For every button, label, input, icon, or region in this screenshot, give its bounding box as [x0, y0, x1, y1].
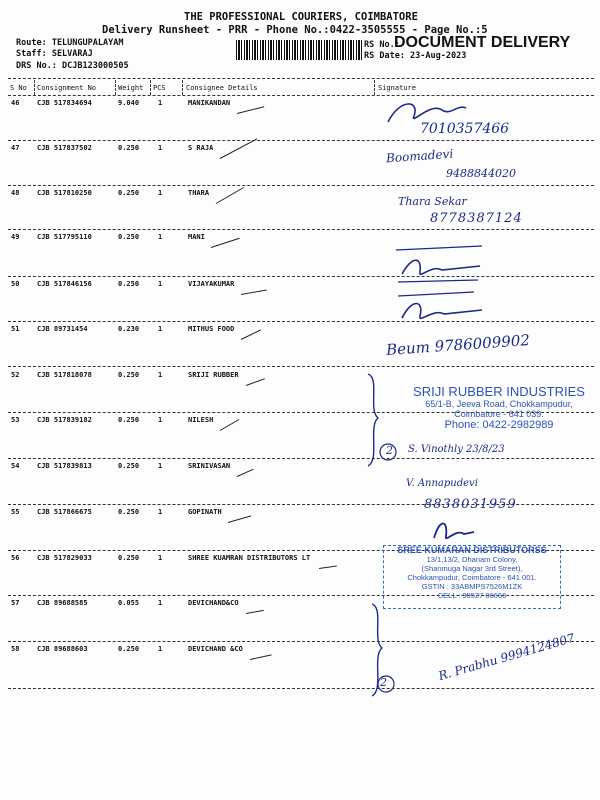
col-header-weight: Weight [118, 84, 144, 92]
row-weight: 0.250 [118, 416, 140, 424]
rs-date: RS Date: 23-Aug-2023 [364, 51, 467, 61]
col-divider [34, 80, 35, 95]
row-pcs: 1 [158, 645, 163, 653]
stamp-address: Coimbatore - 641 039. [454, 409, 544, 419]
company-name: THE PROFESSIONAL COURIERS, COIMBATORE [184, 11, 418, 23]
barcode [236, 40, 362, 60]
stamp-phone: Phone: 0422-2982989 [444, 419, 554, 431]
signature-scribble [392, 288, 492, 328]
row-consignee: S RAJA [188, 144, 214, 152]
col-divider [182, 80, 183, 95]
row-divider [8, 185, 594, 186]
col-header-consignment: Consignment No [37, 84, 97, 92]
checkmark-stroke [220, 419, 240, 431]
handwritten-signature: Beum 9786009902 [385, 330, 531, 360]
row-consignee: THARA [188, 189, 210, 197]
row-divider [8, 140, 594, 141]
row-pcs: 1 [158, 416, 163, 424]
row-sno: 46 [11, 99, 20, 107]
route-label: Route: TELUNGUPALAYAM [16, 38, 124, 48]
row-divider [8, 458, 594, 459]
signature-scribble [428, 516, 478, 546]
checkmark-stroke [246, 610, 264, 614]
stamp-company-name: SRIJI RUBBER INDUSTRIES [413, 384, 585, 399]
row-consignee: MITHUS FOOD [188, 325, 235, 333]
row-pcs: 1 [158, 462, 163, 470]
row-sno: 53 [11, 416, 20, 424]
row-weight: 0.250 [118, 371, 140, 379]
stamp-address: 13/1,13/2, Dhanam Colony, [426, 555, 518, 564]
row-divider [8, 641, 594, 642]
handwritten-signature: S. Vinothly 23/8/23 [408, 444, 505, 455]
checkmark-stroke [245, 378, 264, 386]
handwritten-name: Boomadevi [385, 146, 454, 166]
row-consignment-no: CJB 517810250 [37, 189, 92, 197]
company-stamp [404, 384, 594, 431]
handwritten-phone: 7010357466 [420, 121, 510, 137]
checkmark-stroke [241, 289, 267, 294]
row-divider [8, 321, 594, 322]
row-pcs: 1 [158, 554, 163, 562]
row-consignment-no: CJB 517846156 [37, 280, 92, 288]
row-sno: 54 [11, 462, 20, 470]
row-sno: 49 [11, 233, 20, 241]
row-pcs: 1 [158, 189, 163, 197]
row-weight: 0.250 [118, 508, 140, 516]
row-weight: 9.040 [118, 99, 140, 107]
signature-scribble [392, 236, 492, 288]
doc-type-label: DOCUMENT DELIVERY [394, 34, 571, 51]
row-sno: 50 [11, 280, 20, 288]
row-consignee: SRINIVASAN [188, 462, 231, 470]
checkmark-stroke [215, 187, 243, 204]
row-sno: 58 [11, 645, 20, 653]
handwritten-name: Thara Sekar [398, 195, 467, 208]
checkmark-stroke [211, 238, 240, 248]
row-consignment-no: CJB 517829033 [37, 554, 92, 562]
stamp-address: (Shanmuga Nagar 3rd Street), [421, 564, 523, 573]
row-pcs: 1 [158, 371, 163, 379]
row-divider [8, 229, 594, 230]
runsheet-title: Delivery Runsheet - PRR - Phone No.:0422-3505555 - Page No.:5 [102, 24, 488, 36]
row-divider [8, 366, 594, 367]
row-pcs: 1 [158, 280, 163, 288]
row-sno: 55 [11, 508, 20, 516]
header-rule-bottom [8, 95, 594, 96]
col-header-sno: S No [10, 84, 27, 92]
row-consignee: MANIKANDAN [188, 99, 231, 107]
header-rule-top [8, 78, 594, 79]
col-divider [115, 80, 116, 95]
row-consignment-no: CJB 517818078 [37, 371, 92, 379]
row-weight: 0.250 [118, 280, 140, 288]
row-sno: 51 [11, 325, 20, 333]
row-consignee: MANI [188, 233, 205, 241]
checkmark-stroke [319, 565, 337, 568]
row-weight: 0.230 [118, 325, 140, 333]
row-consignment-no: CJB 517866675 [37, 508, 92, 516]
handwritten-phone: 8838031959 [424, 497, 517, 512]
group-count: 2 [386, 444, 393, 457]
stamp-cell: CELL : 99527 06666 [437, 591, 507, 600]
row-pcs: 1 [158, 508, 163, 516]
row-pcs: 1 [158, 233, 163, 241]
stamp-address: 65/1-B, Jeeva Road, Chokkampudur, [425, 399, 573, 409]
row-consignment-no: CJB 89731454 [37, 325, 88, 333]
handwritten-signature: R. Prabhu 9994124807 [436, 630, 577, 684]
row-weight: 0.250 [118, 462, 140, 470]
stamp-gstin: GSTIN : 33ABMPS7526M1ZK [421, 582, 523, 591]
stamp-company-name: SREE KUMARAN DISTRIBUTORSS [397, 545, 547, 555]
checkmark-stroke [220, 138, 258, 159]
row-consignee: DEVICHAND &CO [188, 645, 243, 653]
row-consignee: GOPINATH [188, 508, 222, 516]
col-header-pcs: PCS [153, 84, 166, 92]
row-consignment-no: CJB 517839182 [37, 416, 92, 424]
row-sno: 56 [11, 554, 20, 562]
row-consignee: SRIJI RUBBER [188, 371, 239, 379]
company-stamp [383, 545, 561, 609]
handwritten-phone: 9488844020 [446, 167, 516, 180]
row-consignee: VIJAYAKUMAR [188, 280, 235, 288]
row-consignee: DEVICHAND&CO [188, 599, 239, 607]
row-consignment-no: CJB 517834694 [37, 99, 92, 107]
row-sno: 52 [11, 371, 20, 379]
row-pcs: 1 [158, 325, 163, 333]
checkmark-stroke [237, 469, 254, 477]
row-weight: 0.250 [118, 233, 140, 241]
checkmark-stroke [237, 106, 264, 114]
handwritten-phone: 8778387124 [430, 211, 523, 226]
handwritten-name: V. Annapudevi [406, 478, 478, 489]
col-header-consignee: Consignee Details [186, 84, 258, 92]
row-sno: 48 [11, 189, 20, 197]
row-sno: 57 [11, 599, 20, 607]
row-consignment-no: CJB 517795110 [37, 233, 92, 241]
checkmark-stroke [228, 515, 251, 523]
col-divider [374, 80, 375, 95]
row-divider [8, 276, 594, 277]
row-divider [8, 688, 594, 689]
stamp-address: Chokkampudur, Coimbatore - 641 001. [407, 573, 537, 582]
row-weight: 0.250 [118, 189, 140, 197]
checkmark-stroke [250, 654, 272, 660]
row-pcs: 1 [158, 599, 163, 607]
row-sno: 47 [11, 144, 20, 152]
col-divider [150, 80, 151, 95]
staff-label: Staff: SELVARAJ [16, 49, 93, 59]
row-pcs: 1 [158, 144, 163, 152]
group-count: 2 [380, 676, 387, 689]
drs-number: DRS No.: DCJB123000505 [16, 61, 129, 71]
row-weight: 0.055 [118, 599, 140, 607]
col-header-signature: Signature [378, 84, 416, 92]
row-weight: 0.250 [118, 645, 140, 653]
row-pcs: 1 [158, 99, 163, 107]
row-consignee: SHREE KUAMRAN DISTRIBUTORS LT [188, 554, 311, 562]
row-consignee: NILESH [188, 416, 214, 424]
row-consignment-no: CJB 517837502 [37, 144, 92, 152]
row-weight: 0.250 [118, 554, 140, 562]
row-consignment-no: CJB 517839813 [37, 462, 92, 470]
row-consignment-no: CJB 89688603 [37, 645, 88, 653]
checkmark-stroke [241, 329, 261, 340]
row-weight: 0.250 [118, 144, 140, 152]
row-consignment-no: CJB 89688585 [37, 599, 88, 607]
rs-number: RS No.: [364, 40, 400, 50]
